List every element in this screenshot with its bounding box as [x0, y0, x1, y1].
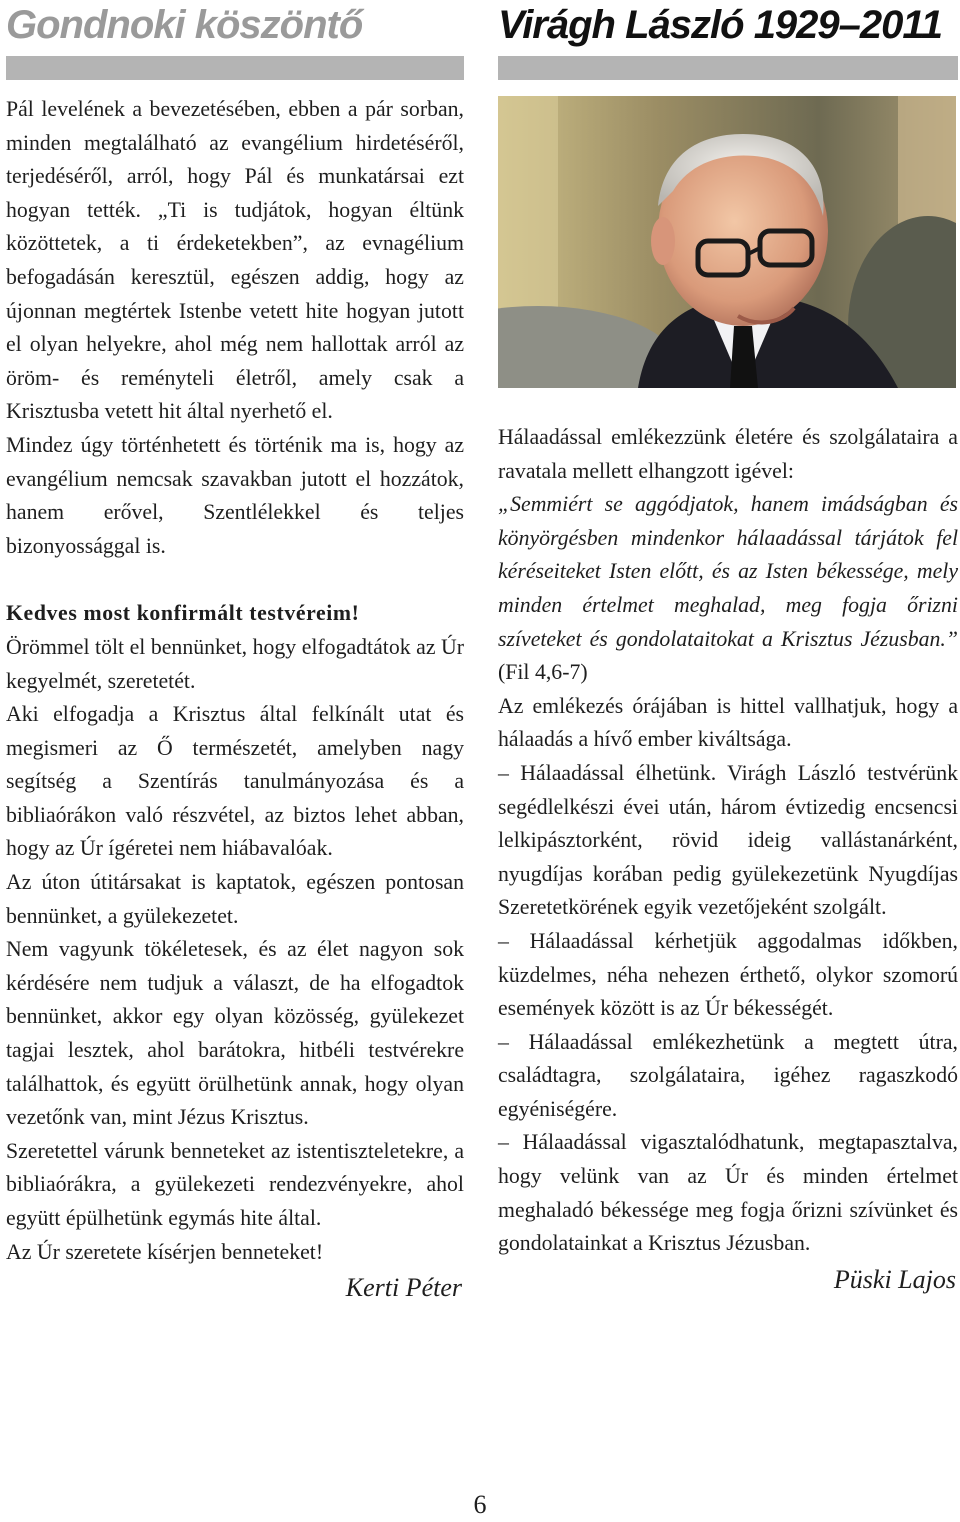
column-title: Gondnoki köszöntő — [6, 3, 363, 47]
paragraph: Hálaadással emlékezzünk életére és szolgálataira a ravatala mellett elhangzott igével: — [498, 425, 958, 483]
paragraph: Aki elfogadja a Krisztus által felkínált utat és megismeri az Ő természetét, amelyben nagy segítség a Szentírás tanulmányozása és a bibliaórákon való részvétel, az biztos lehet abban, hogy az Úr ígéretei nem hiábavalóak. — [6, 702, 464, 861]
paragraph: Az Úr szeretete kísérjen benneteket! — [6, 1239, 324, 1264]
paragraph: Nem vagyunk tökéletesek, és az élet nagyon sok kérdésére nem tudjuk a választ, de ha elfogadtok bennünket, akkor egy olyan közösség, gyülekezet tagjai lesztek, ahol barátokra, hitbéli testvérekre találhattok, és együtt örülhetünk annak, hogy olyan vezetőnk van, mint Jézus Krisztus. — [6, 937, 464, 1130]
title-rule-bar — [498, 56, 958, 80]
obituary-title: Virágh László 1929–2011 — [498, 3, 942, 47]
paragraph: – Hálaadással kérhetjük aggodalmas időkben, küzdelmes, néha nehezen érthető, olykor szomorú események között is az Úr békességét. — [498, 928, 958, 1021]
paragraph: Örömmel tölt el bennünket, hogy elfogadtátok az Úr kegyelmét, szeretetét. — [6, 634, 464, 693]
right-column — [498, 0, 958, 1297]
article-body — [6, 93, 464, 1269]
paragraph: Szeretettel várunk benneteket az istentiszteletekre, a bibliaórákra, a gyülekezeti rendezvényekre, ahol együtt épülhetünk egymás hite által. — [6, 1138, 464, 1230]
paragraph: – Hálaadással emlékezhetünk a megtett útra, családtagra, szolgálataira, igéhez ragaszkodó egyéniségére. — [498, 1029, 958, 1121]
paragraph: – Hálaadással élhetünk. Virágh László testvérünk segédlelkészi évei után, három évtizedig encsencsi lelkipásztorként, rövid ideig vallástanárként, nyugdíjas korában pedig gyülekezetünk Nyugdíjas Szeretetkörének egyik vezetőjeként szolgált. — [498, 760, 958, 920]
author-signature: Kerti Péter — [345, 1273, 462, 1303]
bible-quote — [498, 488, 958, 690]
greeting-heading: Kedves most konfirmált testvéreim! — [6, 601, 360, 626]
paragraph: Az úton útitársakat is kaptatok, egészen pontosan bennünket, a gyülekezetet. — [6, 870, 464, 928]
paragraph: – Hálaadással vigasztalódhatunk, megtapasztalva, hogy velünk van az Úr és minden értelmet meghaladó békessége meg fogja őrizni szívünket és gondolatainkat a Krisztus Jézusban. — [498, 1130, 958, 1256]
left-column — [6, 0, 464, 1305]
obituary-body — [498, 421, 958, 1261]
portrait-illustration — [498, 96, 956, 388]
title-rule-bar — [6, 56, 464, 80]
quote-text: „Semmiért se aggódjatok, hanem imádságban és könyörgésben mindenkor hálaadással tárjátok fel kéréseiteket Isten előtt, és az Isten békessége, mely minden értelmet meghalad, meg fogja őrizni szíveteket és gondolataitokat a Krisztus Jézusban.” — [498, 492, 958, 651]
portrait-photo — [498, 96, 956, 388]
page-number: 6 — [473, 1490, 487, 1519]
paragraph: Az emlékezés órájában is hittel vallhatjuk, hogy a hálaadás a hívő ember kiváltsága. — [498, 693, 958, 752]
author-signature: Püski Lajos — [833, 1264, 956, 1294]
spacer — [6, 563, 464, 597]
paragraph: Mindez úgy történhetett és történik ma is, hogy az evangélium nemcsak szavakban jutott el hozzátok, hanem erővel, Szentlélekkel és teljes bizonyossággal is. — [6, 432, 464, 558]
quote-reference: (Fil 4,6-7) — [498, 660, 588, 685]
paragraph: Pál levelének a bevezetésében, ebben a pár sorban, minden megtalálható az evangélium hirdetéséről, terjedéséről, arról, hogy Pál és munkatársai ezt hogyan tették. „Ti is tudjátok, hogyan éltünk közöttetek, a ti érdeketekben”, az evnagélium befogadásán keresztül, egészen addig, hogy az újonnan megtértek Istenbe vetett hite hogyan jutott el olyan helyekre, ahol még nem hallottak arról az öröm- és reményteli életről, amely csak a Krisztusba vetett hit által nyerhető el. — [6, 97, 464, 424]
